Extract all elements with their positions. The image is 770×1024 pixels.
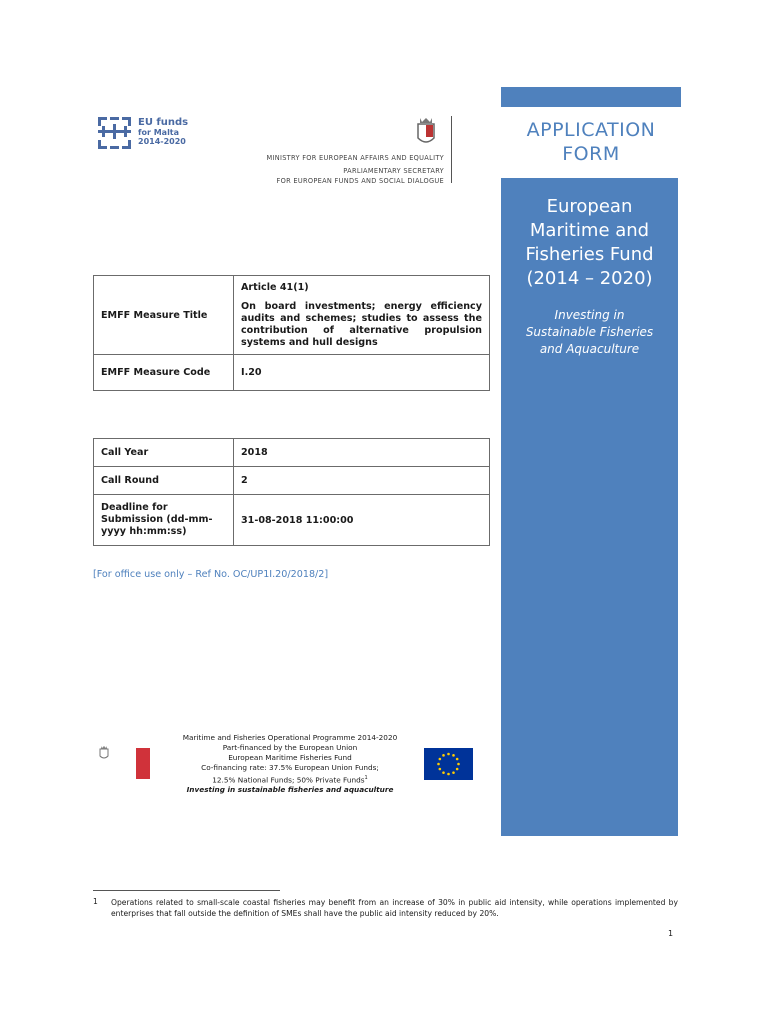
fund-tagline: Investing in Sustainable Fisheries and Aquaculture (525, 308, 654, 356)
table-row (94, 495, 490, 546)
eu-star (447, 773, 450, 776)
eu-star (442, 754, 445, 757)
eu-flag-icon (424, 748, 473, 780)
measure-table (93, 275, 490, 391)
ministry-heading: MINISTRY FOR EUROPEAN AFFAIRS AND EQUALITY PARLIAMENTARY SECRETARY FOR EUROPEAN FUNDS AND SOCIAL DIALOGUE (266, 154, 444, 185)
footnote-rule (93, 890, 280, 891)
accent-bar (501, 87, 681, 107)
eu-star (457, 763, 460, 766)
table-row (94, 439, 490, 467)
measure-title-label: EMFF Measure Title (94, 276, 234, 355)
eu-star (456, 768, 459, 771)
footnote-ref: 1 (364, 775, 368, 781)
eu-star (447, 753, 450, 756)
ministry-divider (451, 116, 452, 183)
malta-flag-icon (122, 748, 150, 779)
document-title: APPLICATION FORM (526, 119, 656, 165)
funding-statement: Maritime and Fisheries Operational Programme 2014-2020 Part-financed by the European Union European Maritime Fisheries Fund Co-financing rate: 37.5% European Union Funds; 12.5% National Funds; 50% Private Funds$^1$ (182, 733, 398, 785)
page-number: 1 (668, 929, 674, 938)
eu-star (437, 763, 440, 766)
measure-code-label: EMFF Measure Code (94, 355, 234, 391)
table-row (94, 467, 490, 495)
office-use-ref: [For office use only – Ref No. OC/UP1I.20/2018/2] (93, 569, 329, 580)
malta-coat-of-arms-icon (413, 116, 439, 148)
funding-tagline: Investing in sustainable fisheries and aquaculture (186, 785, 394, 794)
footnote-mark: 1 (93, 897, 98, 906)
footnote-text: Operations related to small-scale coastal fisheries may benefit from an increase of 30% in public aid intensity, while operations implemented by enterprises that fall outside the definition of SMEs shall have the public aid intensity reduced by 20%. (111, 898, 678, 918)
call-round-value: 2 (234, 467, 490, 495)
eu-star (452, 771, 455, 774)
malta-emblem-icon (98, 745, 110, 761)
eu-star (442, 771, 445, 774)
table-row (94, 355, 490, 391)
call-year-label: Call Year (94, 439, 234, 467)
deadline-label: Deadline for Submission (dd-mm-yyyy hh:mm:ss) (94, 495, 234, 546)
fund-title: European Maritime and Fisheries Fund (2014 – 2020) (525, 196, 654, 289)
eu-star (456, 758, 459, 761)
call-round-label: Call Round (94, 467, 234, 495)
call-year-value: 2018 (234, 439, 490, 467)
eu-funds-logo-text: EU funds for Malta 2014-2020 (138, 117, 189, 146)
eu-star (439, 768, 442, 771)
measure-code-value: I.20 (234, 355, 490, 391)
eu-star (439, 758, 442, 761)
deadline-value: 31-08-2018 11:00:00 (234, 495, 490, 546)
measure-title-text: On board investments; energy efficiency audits and schemes; studies to assess the contribution of alternative propulsion systems and hull designs (241, 300, 482, 348)
measure-title-value (234, 276, 490, 355)
call-table (93, 438, 490, 546)
article-ref: Article 41(1) (241, 281, 309, 293)
table-row (94, 276, 490, 355)
eu-star (452, 754, 455, 757)
